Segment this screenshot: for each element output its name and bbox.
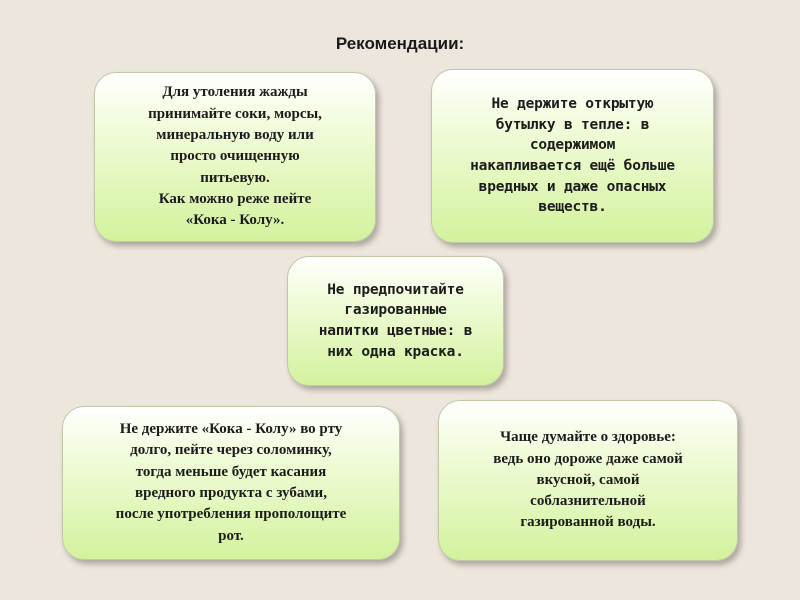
recommendation-text: Для утоления жажды принимайте соки, морсы, минеральную воду или просто очищенную питьевую. Как можно реже пейте «Кока - Колу». bbox=[148, 84, 322, 229]
slide-title: Рекомендации: bbox=[335, 34, 465, 53]
recommendation-text: Чаще думайте о здоровье: ведь оно дороже даже самой вкусной, самой соблазнительной газированной воды. bbox=[493, 429, 683, 531]
recommendation-card-colored-drinks bbox=[287, 256, 504, 386]
recommendation-card-health bbox=[438, 400, 738, 561]
recommendation-text: Не предпочитайте газированные напитки цветные: в них одна краска. bbox=[318, 281, 473, 360]
recommendation-card-straw bbox=[62, 406, 400, 560]
recommendation-card-open-bottle bbox=[431, 69, 714, 243]
recommendation-text: Не держите открытую бутылку в тепле: в содержимом накапливается ещё больше вредных и даже опасных веществ. bbox=[470, 96, 675, 216]
recommendation-text: Не держите «Кока - Колу» во рту долго, пейте через соломинку, тогда меньше будет касания вредного продукта с зубами, после употребления прополощите рот. bbox=[115, 421, 347, 544]
recommendation-card-juices bbox=[94, 72, 376, 242]
